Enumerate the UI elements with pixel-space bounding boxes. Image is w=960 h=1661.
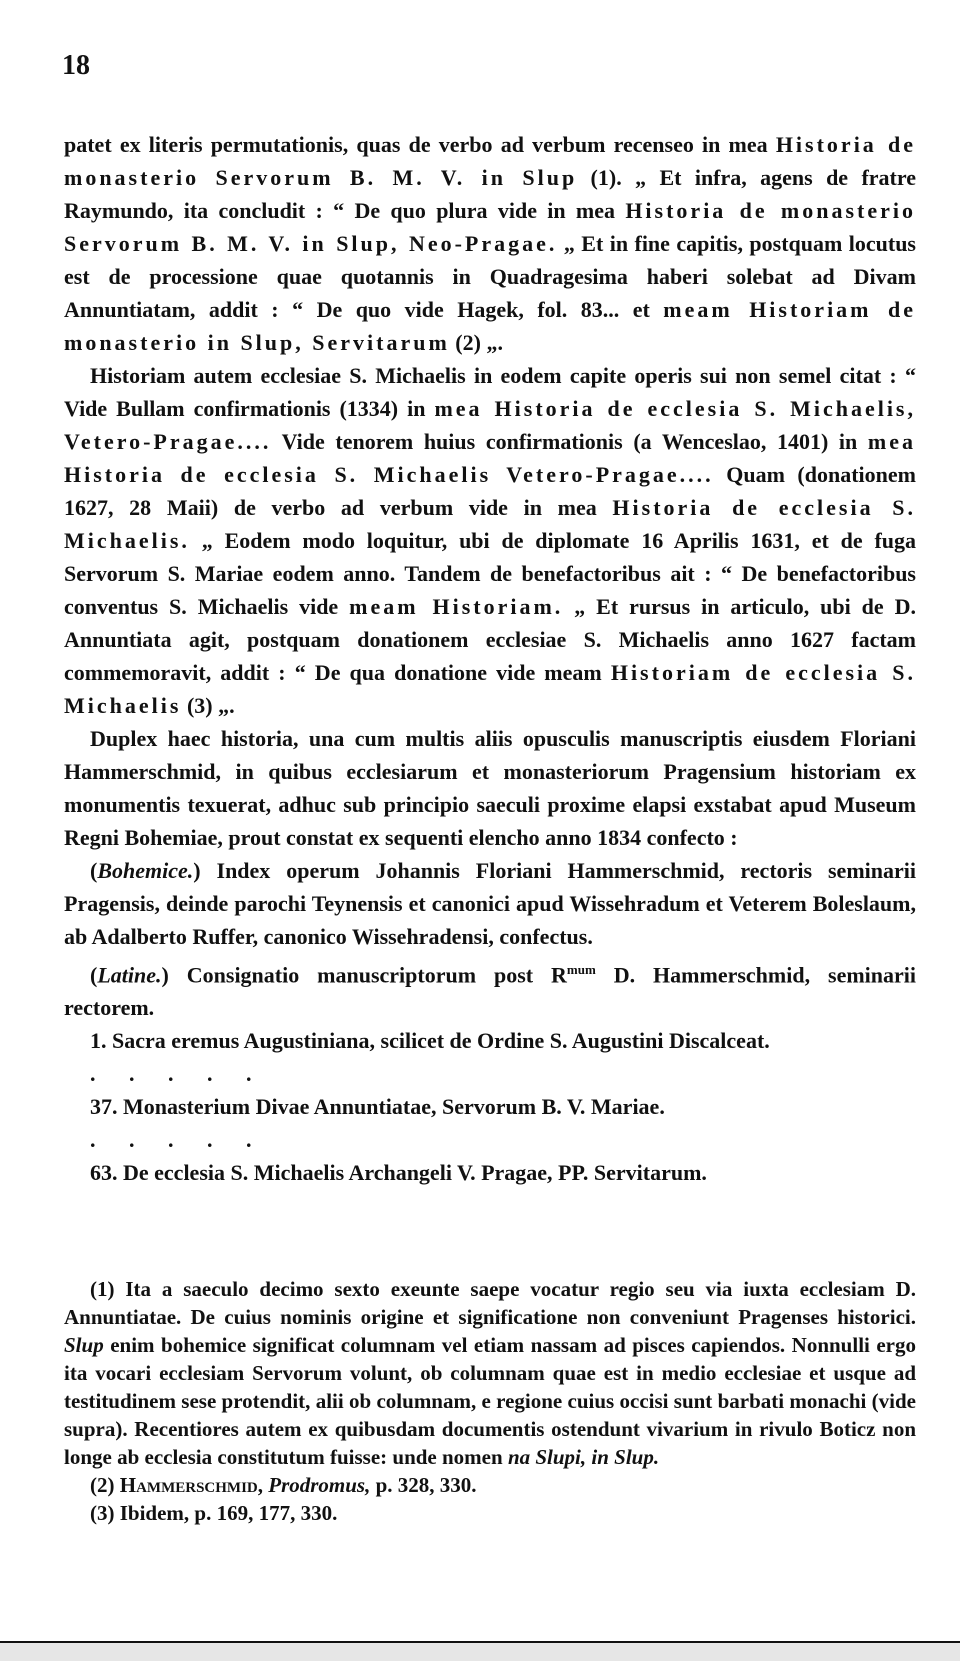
text-run: „ Et rursus in articulo, ubi de D. Annuntiata agit, postquam donationem ecclesiae S. Michaelis anno 1627 factam commemoravit, addit : “ De qua donatione vide meam	[64, 594, 916, 685]
cited-title: meam Historiam.	[349, 594, 564, 619]
paragraph-3: Duplex haec historia, una cum multis aliis opusculis manuscriptis eiusdem Floriani Hammerschmid, in quibus ecclesiarum et monasteriorum Pragensium historiam ex monumentis texuerat, adhuc sub principio saeculi proxime elapsi exstabat apud Museum Regni Bohemiae, prout constat ex sequenti elencho anno 1834 confecto :	[64, 726, 916, 850]
text-run: D. Hammerschmid, seminarii rectorem.	[64, 962, 917, 1021]
paragraph-2	[64, 359, 916, 722]
cited-title: meam Historiam de monasterio in Slup, Servitarum	[64, 297, 916, 355]
main-text	[64, 128, 916, 1189]
cited-title: Historiam de ecclesia S. Michaelis	[64, 660, 916, 718]
text-run: enim bohemice significat columnam vel etiam nassam ad pisces capiendos. Nonnulli ergo ita vocari ecclesiam Servorum volunt, ob columnam quae est in medio ecclesiae et usque ad testitudinem sese protendit, alii ob columnam, e regione cuius occisi sunt barbati monachi (vide supra). Recentiores autem ex quibusdam documentis ostendunt vivarium in rivulo Boticz non longe ab ecclesia constitutum fuisse: unde nomen	[64, 1333, 916, 1469]
text-run: (1) Ita a saeculo decimo sexto exeunte saepe vocatur regio seu via iuxta ecclesiam D. Annuntiatae. De cuius nominis origine et significatione non conveniunt Pragenses historici.	[64, 1277, 916, 1329]
paragraph-4: (Bohemice.) Index operum Johannis Floriani Hammerschmid, rectoris seminarii Pragensis, deinde parochi Teynensis et canonici apud Wissehradum et Veterem Boleslaum, ab Adalberto Ruffer, canonico Wissehradensi, confectus.	[64, 858, 916, 949]
text-run: (2) „.	[449, 330, 503, 355]
footnotes	[64, 1275, 916, 1527]
language-label: Latine.	[97, 962, 162, 988]
cited-title: mea Historia de ecclesia S. Michaelis, Vetero-Pragae....	[64, 396, 916, 454]
italic-term: na Slupi, in Slup.	[507, 1445, 660, 1469]
text-run: patet ex literis permutationis, quas de verbo ad verbum recenseo in mea	[64, 132, 776, 157]
text-run: Index operum Johannis Floriani Hammerschmid, rectoris seminarii Pragensis, deinde parochi Teynensis et canonici apud Wissehradum et Veterem Boleslaum, ab Adalberto Ruffer, canonico Wissehradensi, confectus.	[64, 858, 916, 949]
text-run: Consignatio manuscriptorum post R	[168, 962, 567, 988]
paragraph-5: (Latine.) Consignatio manuscriptorum post $R^{mum}$ D. Hammerschmid, seminarii rectorem.	[64, 962, 917, 1021]
cited-title: Historia de ecclesia S. Michaelis.	[64, 495, 916, 553]
text-run: ,	[257, 1473, 269, 1497]
text-run: Vide tenorem huius confirmationis (a Wenceslao, 1401) in	[271, 429, 868, 454]
page-number: 18	[62, 50, 90, 81]
footnote-3: (3) Ibidem, p. 169, 177, 330.	[90, 1501, 338, 1525]
footnote-2	[64, 1471, 916, 1499]
ellipsis-dots: . . . . .	[90, 1061, 266, 1087]
list-item: 1. Sacra eremus Augustiniana, scilicet de Ordine S. Augustini Discalceat.	[90, 1028, 770, 1054]
author-name: Hammerschmid	[119, 1473, 258, 1497]
text-run: „ Eodem modo loquitur, ubi de diplomate 16 Aprilis 1631, et de fuga Servorum S. Mariae eodem anno. Tandem de benefactoribus ait : “ De benefactoribus conventus S. Michaelis vide	[64, 528, 916, 619]
work-title: Prodromus,	[268, 1473, 371, 1497]
text-run: (1). „ Et infra, agens de fratre Raymundo, ita concludit : “ De quo plura vide in mea	[64, 165, 916, 223]
text-run: Historiam autem ecclesiae S. Michaelis in eodem capite operis sui non semel citat : “ Vide Bullam confirmationis (1334) in	[64, 363, 916, 421]
text-run: (2)	[90, 1473, 120, 1497]
page-bottom-edge	[0, 1641, 960, 1661]
text-run: „ Et in fine capitis, postquam locutus est de processione quae quotannis in Quadragesima haberi solebat ad Divam Annuntiatam, addit : “ De quo vide Hagek, fol. 83... et	[64, 231, 916, 322]
italic-term: Slup	[64, 1333, 104, 1357]
footnote-1	[64, 1275, 916, 1471]
language-label: Bohemice.	[97, 858, 194, 883]
superscript: mum	[566, 962, 596, 977]
text-run: p. 328, 330.	[370, 1473, 477, 1497]
cited-title: Historia de monasterio Servorum B. M. V. in Slup, Neo-Pragae.	[64, 198, 916, 256]
cited-title: Historia de monasterio Servorum B. M. V. in Slup	[64, 132, 916, 190]
text-run: Quam (donationem 1627, 28 Maii) de verbo ad verbum vide in mea	[64, 462, 916, 520]
cited-title: mea Historia de ecclesia S. Michaelis Vetero-Pragae....	[64, 429, 916, 487]
text-run: (3) „.	[181, 693, 235, 718]
paragraph-1	[64, 128, 916, 359]
list-item: 37. Monasterium Divae Annuntiatae, Servorum B. V. Mariae.	[90, 1094, 665, 1120]
list-item: 63. De ecclesia S. Michaelis Archangeli V. Pragae, PP. Servitarum.	[90, 1160, 707, 1186]
ellipsis-dots: . . . . .	[90, 1127, 266, 1153]
